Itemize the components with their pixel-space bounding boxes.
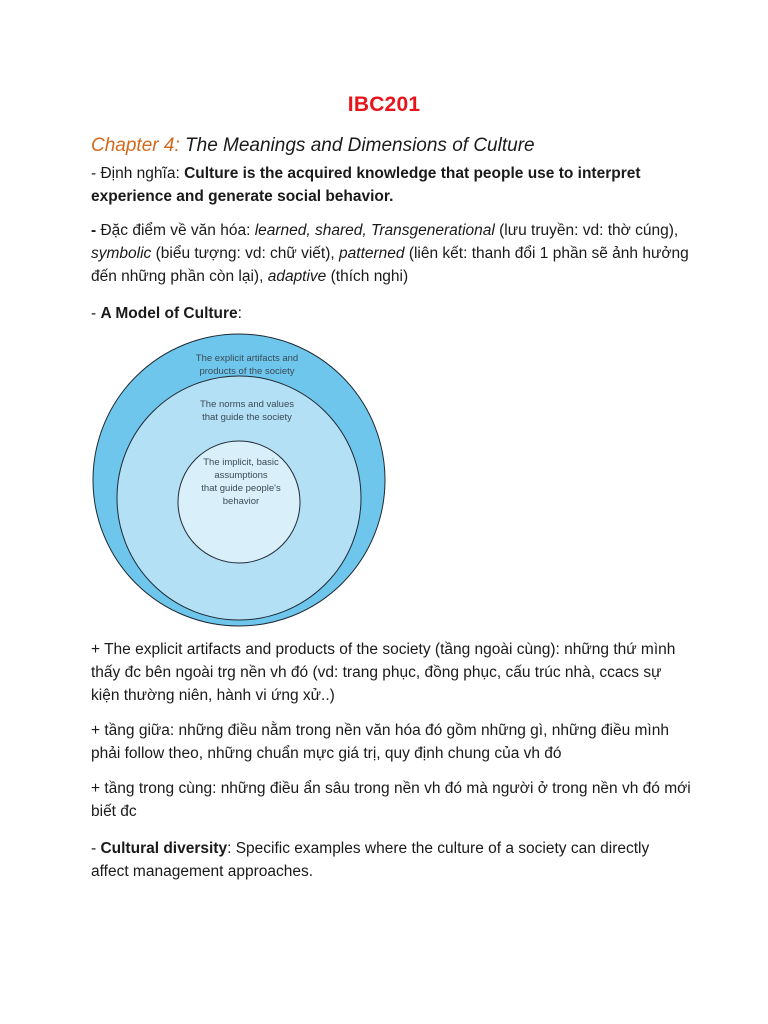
features-text-8: (thích nghi) bbox=[326, 268, 409, 285]
feature-adaptive: adaptive bbox=[267, 268, 327, 285]
concentric-circles-svg bbox=[91, 332, 387, 628]
chapter-label: Chapter 4: bbox=[91, 135, 180, 156]
feature-symbolic: symbolic bbox=[91, 245, 152, 262]
chapter-heading bbox=[91, 135, 535, 157]
diversity-label: Cultural diversity bbox=[100, 840, 228, 857]
culture-model-diagram bbox=[91, 332, 387, 628]
diversity-text: : Specific examples where the culture of a society can directly affect management approaches. bbox=[91, 840, 650, 880]
feature-learned-shared: learned, shared, Transgenerational bbox=[254, 222, 495, 239]
inner-label-line2: assumptions bbox=[214, 470, 268, 481]
features-text-2: (lưu truyền: vd: thờ cúng), bbox=[494, 222, 679, 239]
features-text-4: (biểu tượng: vd: chữ viết), bbox=[151, 245, 340, 262]
inner-label-line4: behavior bbox=[222, 496, 260, 507]
model-suffix: : bbox=[237, 305, 242, 322]
outer-label-line1: The explicit artifacts and bbox=[195, 353, 299, 364]
outer-label-line2: products of the society bbox=[199, 366, 295, 377]
middle-layer-paragraph: + tầng giữa: những điều nằm trong nền văn hóa đó gồm những gì, những điều mình phải follow theo, những chuẩn mực giá trị, quy định chung của vh đó bbox=[91, 722, 669, 762]
middle-label-line2: that guide the society bbox=[202, 412, 292, 423]
outer-layer-paragraph: + The explicit artifacts and products of the society (tầng ngoài cùng): những thứ mình thấy đc bên ngoài trg nền vh đó (vd: trang phục, đồng phục, cấu trúc nhà, ccacs sự kiện thường niên, hành vi ứng xử..) bbox=[91, 641, 676, 704]
model-label: A Model of Culture bbox=[100, 305, 238, 322]
features-lead: Đặc điểm về văn hóa: bbox=[96, 222, 255, 239]
inner-label-line1: The implicit, basic bbox=[203, 457, 279, 468]
features-text-6: (liên kết: thanh đổi 1 phần sẽ ảnh hưởng đến những phần còn lại), bbox=[91, 245, 689, 285]
inner-label-line3: that guide people's bbox=[201, 483, 281, 494]
middle-label-line1: The norms and values bbox=[200, 399, 294, 410]
chapter-name: The Meanings and Dimensions of Culture bbox=[185, 135, 535, 156]
features-paragraph bbox=[91, 219, 691, 288]
page-title: IBC201 bbox=[347, 93, 421, 116]
inner-layer-paragraph: + tầng trong cùng: những điều ẩn sâu trong nền vh đó mà người ở trong nền vh đó mới biết đc bbox=[91, 780, 691, 820]
model-prefix: - bbox=[91, 305, 101, 322]
diversity-paragraph bbox=[91, 837, 691, 883]
features-dash: - bbox=[91, 222, 97, 239]
definition-text: Culture is the acquired knowledge that people use to interpret experience and generate social behavior. bbox=[91, 165, 641, 205]
definition-prefix: - Định nghĩa: bbox=[91, 165, 185, 182]
feature-patterned: patterned bbox=[339, 245, 405, 262]
diversity-prefix: - bbox=[91, 840, 101, 857]
definition-paragraph bbox=[91, 162, 691, 208]
model-heading bbox=[91, 302, 691, 325]
